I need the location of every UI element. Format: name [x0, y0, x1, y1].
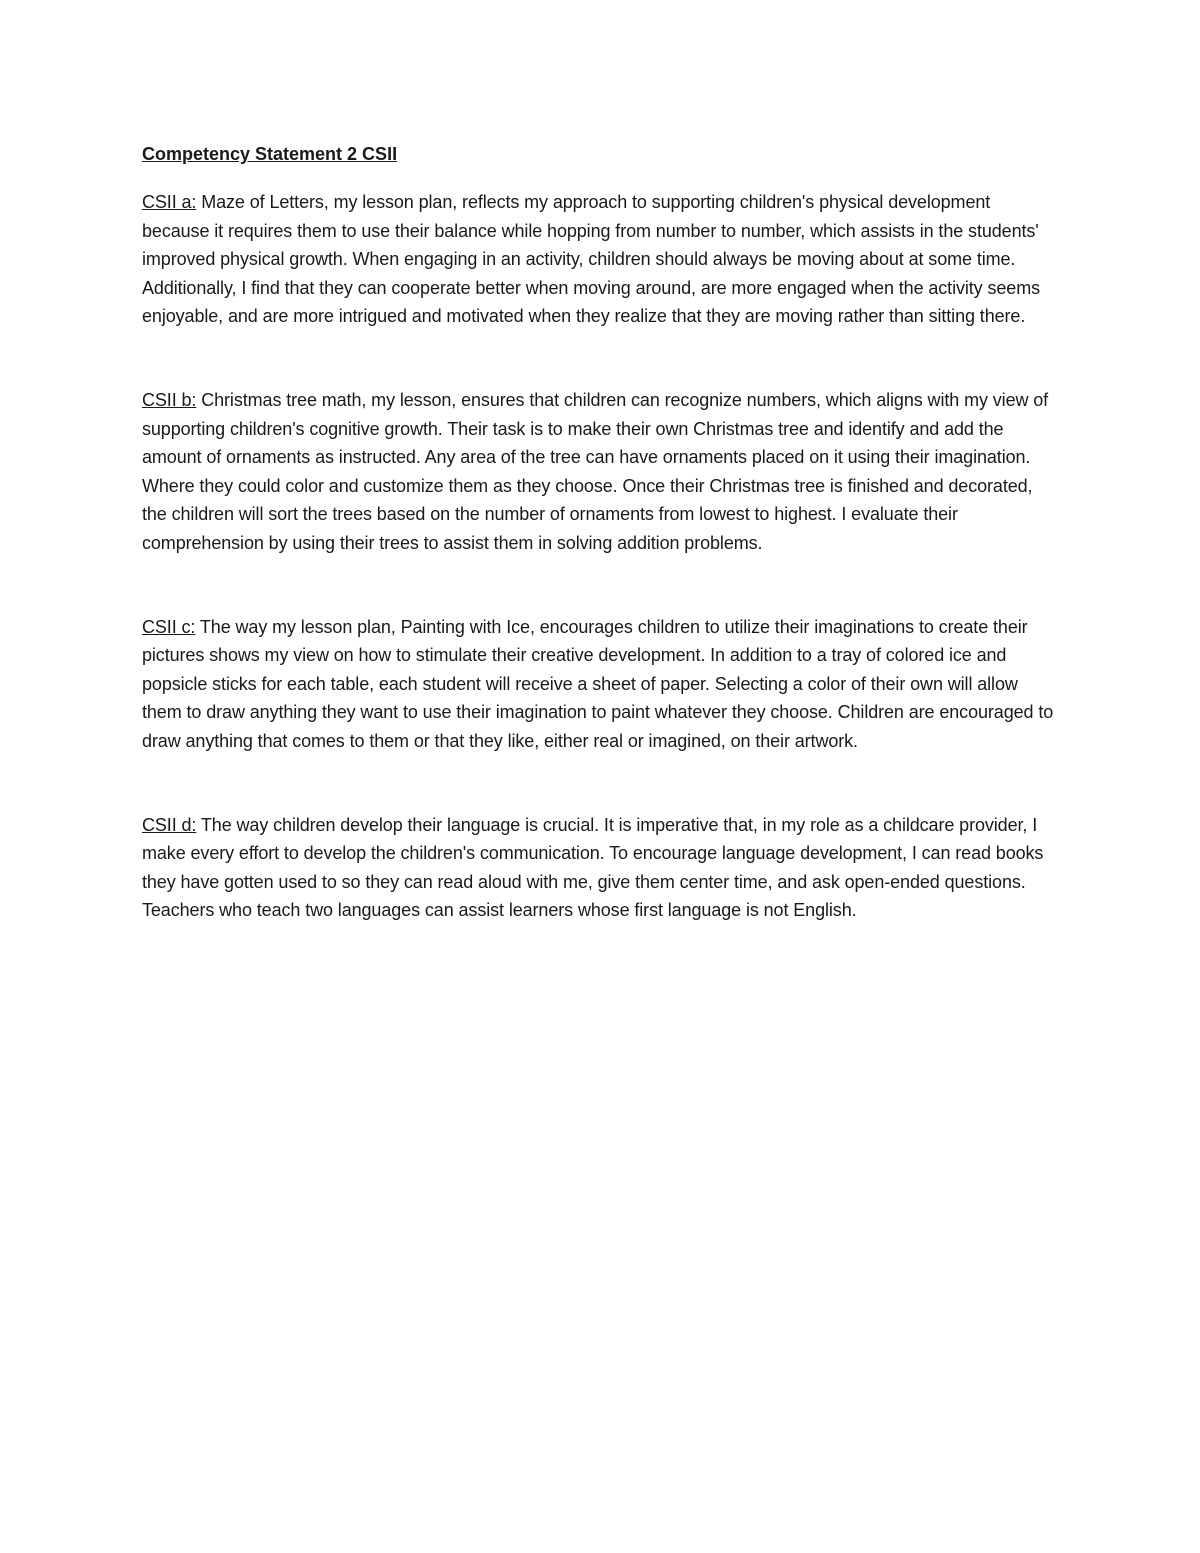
section-csii-d — [142, 811, 1060, 925]
section-text: Christmas tree math, my lesson, ensures that children can recognize numbers, which aligns with my view of supporting children's cognitive growth. Their task is to make their own Christmas tree and identify and add the amount of ornaments as instructed. Any area of the tree can have ornaments placed on it using their imagination. Where they could color and customize them as they choose. Once their Christmas tree is finished and decorated, the children will sort the trees based on the number of ornaments from lowest to highest. I evaluate their comprehension by using their trees to assist them in solving addition problems. — [142, 389, 1049, 553]
section-label: CSII d: — [142, 814, 197, 835]
section-csii-a — [142, 188, 1060, 331]
section-label: CSII c: — [142, 616, 196, 637]
section-text: The way my lesson plan, Painting with Ice, encourages children to utilize their imaginations to create their pictures shows my view on how to stimulate their creative development. In addition to a tray of colored ice and popsicle sticks for each table, each student will receive a sheet of paper. Selecting a color of their own will allow them to draw anything they want to use their imagination to paint whatever they choose. Children are encouraged to draw anything that comes to them or that they like, either real or imagined, on their artwork. — [142, 616, 1054, 751]
document-title: Competency Statement 2 CSII — [142, 144, 398, 164]
section-csii-c — [142, 613, 1060, 756]
section-text: The way children develop their language is crucial. It is imperative that, in my role as a childcare provider, I make every effort to develop the children's communication. To encourage language development, I can read books they have gotten used to so they can read aloud with me, give them center time, and ask open-ended questions. Teachers who teach two languages can assist learners whose first language is not English. — [142, 814, 1044, 921]
section-text: Maze of Letters, my lesson plan, reflects my approach to supporting children's physical development because it requires them to use their balance while hopping from number to number, which assists in the students' improved physical growth. When engaging in an activity, children should always be moving about at some time. Additionally, I find that they can cooperate better when moving around, are more engaged when the activity seems enjoyable, and are more intrigued and motivated when they realize that they are moving rather than sitting there. — [142, 192, 1041, 327]
section-label: CSII b: — [142, 389, 197, 410]
document-body — [142, 140, 1060, 925]
section-csii-b — [142, 386, 1060, 558]
section-label: CSII a: — [142, 192, 197, 212]
